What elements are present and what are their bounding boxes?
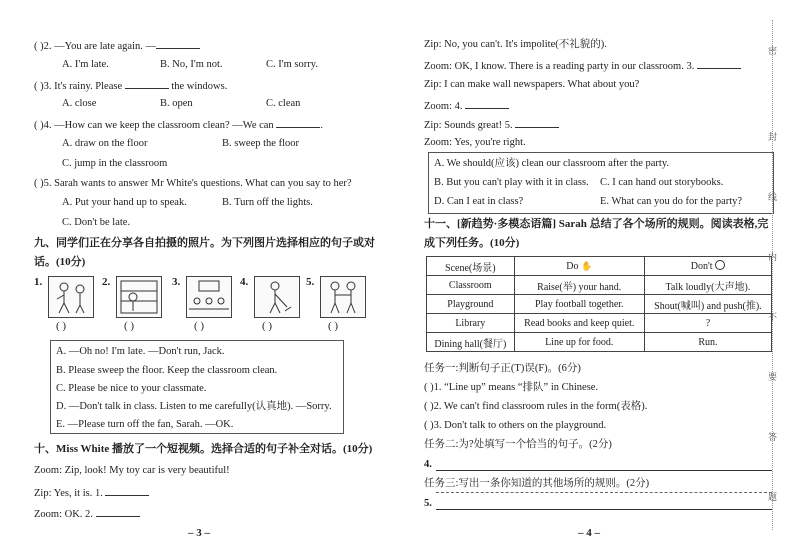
dialog-blank-1[interactable]: [105, 485, 149, 496]
section-9-title-cont: 话。(10分): [34, 256, 86, 268]
dialog-line-zoom-4: Zoom: 4.: [424, 98, 509, 113]
q3-option-a: A. close: [62, 98, 97, 109]
right-page: [400, 0, 800, 558]
table-row: [427, 333, 772, 352]
section-11-title-cont: 成下列任务。(10分): [424, 237, 520, 249]
pic-1-number: 1.: [34, 276, 43, 288]
choice-c: C. I can hand out storybooks.: [600, 177, 724, 188]
rules-table: [426, 256, 772, 352]
dialog-line-zip-2: Zip: No, you can't. It's impolite(不礼貌的).: [424, 39, 607, 50]
table-cell: Shout(喊叫) and push(推).: [644, 295, 771, 314]
q4-option-a: A. draw on the floor: [62, 138, 148, 149]
choice-b: B. But you can't play with it in class.: [434, 177, 589, 188]
q4-option-c: C. jump in the classroom: [62, 158, 168, 169]
choice-e: E. What can you do for the party?: [600, 196, 743, 207]
pic-2-fan: [116, 276, 162, 318]
seal-char: 线: [768, 192, 778, 202]
table-cell: Run.: [644, 333, 771, 352]
seal-char: 题: [768, 492, 778, 502]
pic-2-number: 2.: [102, 276, 111, 288]
table-cell: Classroom: [427, 276, 515, 295]
pic-5-classmates: [320, 276, 366, 318]
dialog-line-zoom-5: Zoom: Yes, you're right.: [424, 137, 526, 148]
table-cell: Read books and keep quiet.: [514, 314, 644, 333]
q5-option-b: B. Turn off the lights.: [222, 197, 313, 208]
pic-4-answer[interactable]: ( ): [262, 320, 273, 332]
pic-1-late-boy: [48, 276, 94, 318]
table-cell: Playground: [427, 295, 515, 314]
seal-char: 要: [768, 372, 778, 382]
q5-option-c: C. Don't be late.: [62, 217, 131, 228]
pic-3-classroom: [186, 276, 232, 318]
table-cell: Line up for food.: [514, 333, 644, 352]
hand-raise-icon: ✋: [580, 260, 593, 271]
task-3-number: 5.: [424, 498, 432, 509]
pic-3-answer[interactable]: ( ): [194, 320, 205, 332]
seal-char: 封: [768, 132, 778, 142]
dialog-blank-3[interactable]: [697, 58, 741, 69]
q3-option-b: B. open: [160, 98, 193, 109]
table-header-scene: Scene(场景): [427, 257, 515, 276]
dialog-line-zip-3: Zip: I can make wall newspapers. What about you?: [424, 79, 640, 90]
no-sign-icon: [715, 260, 725, 270]
q2-option-a: A. I'm late.: [62, 59, 109, 70]
seal-char: 答: [768, 432, 778, 442]
table-row: [427, 276, 772, 295]
seal-char: 不: [768, 312, 778, 322]
q5-option-a: A. Put your hand up to speak.: [62, 197, 187, 208]
q2-blank[interactable]: [156, 38, 200, 49]
page-number-3: – 3 –: [188, 527, 210, 539]
option-e: E. —Please turn off the fan, Sarah. —OK.: [56, 419, 234, 430]
table-row: [427, 314, 772, 333]
seal-line: [772, 20, 773, 530]
task-3-answer-line[interactable]: [436, 509, 772, 510]
table-header-dont: Don't: [644, 257, 771, 276]
pic-5-answer[interactable]: ( ): [328, 320, 339, 332]
task-3-title: 任务三:写出一条你知道的其他场所的规则。(2分): [424, 478, 650, 489]
seal-char: 内: [768, 252, 778, 262]
table-row: [427, 295, 772, 314]
q2-option-c: C. I'm sorry.: [266, 59, 318, 70]
table-cell: Library: [427, 314, 515, 333]
option-a: A. —Oh no! I'm late. —Don't run, Jack.: [56, 346, 225, 357]
dialog-line-zip-1: Zip: Yes, it is. 1.: [34, 485, 149, 500]
pic-1-answer[interactable]: ( ): [56, 320, 67, 332]
task-2-title: 任务二:为?处填写一个恰当的句子。(2分): [424, 439, 612, 450]
option-d: D. —Don't talk in class. Listen to me carefully(认真地). —Sorry.: [56, 401, 332, 412]
choice-a: A. We should(应该) clean our classroom after the party.: [434, 158, 670, 169]
table-cell: Dining hall(餐厅): [427, 333, 515, 352]
choice-d: D. Can I eat in class?: [434, 196, 524, 207]
section-11-title: 十一、[新趋势·多模态语篇] Sarah 总结了各个场所的规则。阅读表格,完: [424, 218, 769, 230]
seal-char: 密: [768, 46, 778, 56]
q4-stem: ( )4. —How can we keep the classroom clean? —We can .: [34, 117, 323, 132]
table-cell-question[interactable]: ?: [644, 314, 771, 333]
task-2-answer-line[interactable]: [436, 470, 772, 471]
dialog-blank-5[interactable]: [515, 117, 559, 128]
dialog-line-zoom-2: Zoom: OK. 2.: [34, 506, 140, 521]
task-2-number: 4.: [424, 459, 432, 470]
q4-option-b: B. sweep the floor: [222, 138, 299, 149]
q3-blank[interactable]: [125, 78, 169, 89]
q3-stem: ( )3. It's rainy. Please the windows.: [34, 78, 227, 93]
table-header-do: Do ✋: [514, 257, 644, 276]
q5-stem: ( )5. Sarah wants to answer Mr White's questions. What can you say to her?: [34, 178, 352, 189]
q2-option-b: B. No, I'm not.: [160, 59, 223, 70]
pic-3-number: 3.: [172, 276, 181, 288]
dialog-line-zoom-1: Zoom: Zip, look! My toy car is very beautiful!: [34, 465, 230, 476]
q2-stem: ( )2. —You are late again. —: [34, 38, 200, 53]
q3-option-c: C. clean: [266, 98, 301, 109]
table-cell: Raise(举) your hand.: [514, 276, 644, 295]
dialog-line-zoom-3: Zoom: OK, I know. There is a reading party in our classroom. 3.: [424, 58, 741, 73]
tf-question-2: ( )2. We can't find classroom rules in the form(表格).: [424, 401, 648, 412]
pic-2-answer[interactable]: ( ): [124, 320, 135, 332]
task-3-guide-line: [436, 492, 772, 493]
tf-question-3: ( )3. Don't talk to others on the playground.: [424, 420, 607, 431]
section-10-title: 十、Miss White 播放了一个短视频。选择合适的句子补全对话。(10分): [34, 443, 373, 455]
option-c: C. Please be nice to your classmate.: [56, 383, 207, 394]
task-1-title: 任务一:判断句子正(T)误(F)。(6分): [424, 363, 581, 374]
dialog-blank-2[interactable]: [96, 506, 140, 517]
option-b: B. Please sweep the floor. Keep the classroom clean.: [56, 365, 278, 376]
tf-question-1: ( )1. “Line up” means “排队” in Chinese.: [424, 382, 599, 393]
table-cell: Talk loudly(大声地).: [644, 276, 771, 295]
pic-4-sweeping: [254, 276, 300, 318]
dialog-blank-4[interactable]: [465, 98, 509, 109]
page-number-4: – 4 –: [578, 527, 600, 539]
table-header-row: [427, 257, 772, 276]
q4-blank[interactable]: [276, 117, 320, 128]
pic-5-number: 5.: [306, 276, 315, 288]
table-cell: Play football together.: [514, 295, 644, 314]
section-9-title: 九、同学们正在分享各自拍摄的照片。为下列图片选择相应的句子或对: [34, 237, 375, 249]
dialog-line-zip-4: Zip: Sounds great! 5.: [424, 117, 559, 132]
pic-4-number: 4.: [240, 276, 249, 288]
